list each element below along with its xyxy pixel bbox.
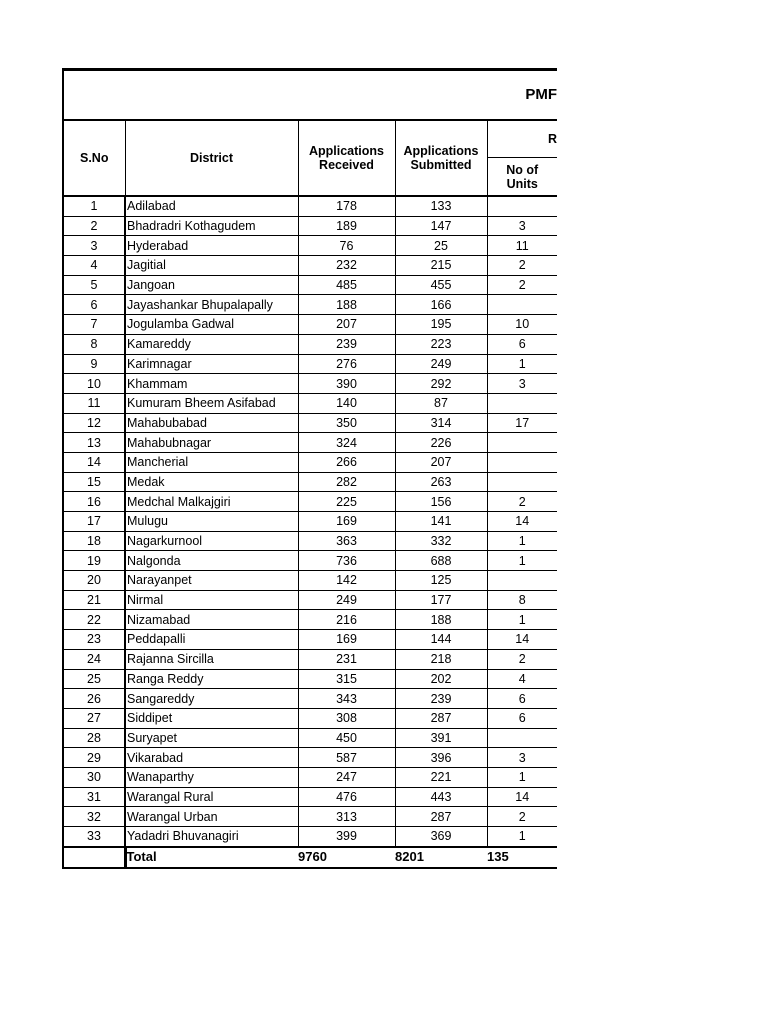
cell-district: Kumuram Bheem Asifabad [125,393,298,413]
table-row [63,236,557,256]
cell-sno: 1 [63,196,125,216]
cell-applications-submitted: 249 [395,354,487,374]
cell-applications-received: 189 [298,216,395,236]
cell-sno: 20 [63,571,125,591]
cell-sno: 5 [63,275,125,295]
cell-no-of-units: 6 [487,689,557,709]
table-row [63,610,557,630]
cell-no-of-units [487,433,557,453]
cell-no-of-units [487,295,557,315]
cell-no-of-units: 1 [487,354,557,374]
cell-applications-submitted: 188 [395,610,487,630]
cell-sno: 32 [63,807,125,827]
total-blank-cell [63,847,125,868]
table-row [63,571,557,591]
cell-no-of-units: 2 [487,256,557,276]
cell-district: Nalgonda [125,551,298,571]
cell-applications-submitted: 287 [395,807,487,827]
spreadsheet-table [62,68,556,869]
cell-sno: 3 [63,236,125,256]
header-sno: S.No [63,120,125,196]
cell-district: Adilabad [125,196,298,216]
cell-district: Mancherial [125,452,298,472]
header-district: District [125,120,298,196]
cell-applications-received: 308 [298,708,395,728]
header-row [63,120,557,158]
cell-applications-received: 169 [298,512,395,532]
header-applications-received: Applications Received [298,120,395,196]
total-row [63,847,557,868]
cell-applications-submitted: 207 [395,452,487,472]
title-row [63,70,557,121]
cell-no-of-units [487,452,557,472]
cell-no-of-units: 6 [487,708,557,728]
cell-no-of-units: 14 [487,512,557,532]
cell-sno: 16 [63,492,125,512]
cell-no-of-units: 2 [487,807,557,827]
cell-applications-submitted: 202 [395,669,487,689]
cell-district: Nagarkurnool [125,531,298,551]
cell-sno: 31 [63,787,125,807]
cell-district: Jogulamba Gadwal [125,315,298,335]
table-row [63,334,557,354]
cell-sno: 6 [63,295,125,315]
cell-applications-received: 350 [298,413,395,433]
cell-applications-submitted: 125 [395,571,487,591]
cell-applications-submitted: 25 [395,236,487,256]
cell-no-of-units: 1 [487,531,557,551]
cell-sno: 28 [63,728,125,748]
cell-applications-received: 232 [298,256,395,276]
table-body [63,196,557,847]
table-row [63,275,557,295]
cell-applications-received: 587 [298,748,395,768]
cell-applications-submitted: 226 [395,433,487,453]
cell-district: Warangal Rural [125,787,298,807]
cell-applications-received: 315 [298,669,395,689]
table-row [63,393,557,413]
cell-applications-submitted: 195 [395,315,487,335]
table-row [63,787,557,807]
cell-sno: 21 [63,590,125,610]
cell-no-of-units: 1 [487,827,557,847]
cell-no-of-units: 1 [487,610,557,630]
cell-applications-received: 76 [298,236,395,256]
cell-applications-submitted: 156 [395,492,487,512]
cell-applications-submitted: 87 [395,393,487,413]
cell-no-of-units: 3 [487,748,557,768]
table-row [63,649,557,669]
cell-district: Jangoan [125,275,298,295]
cell-sno: 10 [63,374,125,394]
total-label: Total [125,847,298,868]
cell-applications-received: 476 [298,787,395,807]
cell-applications-submitted: 396 [395,748,487,768]
cell-district: Medak [125,472,298,492]
cell-no-of-units: 14 [487,630,557,650]
cell-applications-received: 363 [298,531,395,551]
cell-sno: 17 [63,512,125,532]
cell-sno: 11 [63,393,125,413]
cell-applications-received: 239 [298,334,395,354]
table-row [63,452,557,472]
table-row [63,433,557,453]
cell-sno: 19 [63,551,125,571]
cell-applications-received: 142 [298,571,395,591]
table-row [63,708,557,728]
cell-no-of-units [487,728,557,748]
cell-applications-submitted: 239 [395,689,487,709]
cell-sno: 12 [63,413,125,433]
cell-applications-received: 169 [298,630,395,650]
cell-applications-submitted: 455 [395,275,487,295]
total-submitted: 8201 [395,847,487,868]
cell-applications-submitted: 218 [395,649,487,669]
cell-district: Narayanpet [125,571,298,591]
cell-applications-received: 282 [298,472,395,492]
cell-applications-received: 225 [298,492,395,512]
cell-sno: 9 [63,354,125,374]
cell-sno: 23 [63,630,125,650]
cell-no-of-units: 2 [487,275,557,295]
cell-applications-received: 188 [298,295,395,315]
cell-district: Rajanna Sircilla [125,649,298,669]
cell-applications-submitted: 215 [395,256,487,276]
cell-no-of-units: 1 [487,767,557,787]
cell-applications-received: 313 [298,807,395,827]
cell-applications-received: 399 [298,827,395,847]
table-row [63,669,557,689]
cell-district: Mahabubabad [125,413,298,433]
cell-applications-submitted: 443 [395,787,487,807]
cell-district: Suryapet [125,728,298,748]
cell-applications-submitted: 332 [395,531,487,551]
cell-applications-received: 450 [298,728,395,748]
cell-no-of-units: 4 [487,669,557,689]
table-row [63,492,557,512]
cell-no-of-units: 3 [487,216,557,236]
cell-no-of-units: 2 [487,649,557,669]
cell-district: Ranga Reddy [125,669,298,689]
table-row [63,472,557,492]
table-row [63,374,557,394]
cell-district: Siddipet [125,708,298,728]
cell-applications-received: 216 [298,610,395,630]
cell-applications-submitted: 263 [395,472,487,492]
cell-no-of-units: 14 [487,787,557,807]
cell-district: Jayashankar Bhupalapally [125,295,298,315]
header-applications-submitted: Applications Submitted [395,120,487,196]
table-row [63,295,557,315]
table-row [63,216,557,236]
cell-no-of-units [487,472,557,492]
cell-sno: 30 [63,767,125,787]
header-no-of-units: No of Units [487,158,557,197]
cell-sno: 24 [63,649,125,669]
cell-applications-submitted: 147 [395,216,487,236]
cell-no-of-units: 2 [487,492,557,512]
table-row [63,827,557,847]
cell-applications-received: 736 [298,551,395,571]
cell-applications-submitted: 223 [395,334,487,354]
cell-sno: 13 [63,433,125,453]
cell-applications-submitted: 166 [395,295,487,315]
cell-no-of-units: 6 [487,334,557,354]
cell-no-of-units: 10 [487,315,557,335]
cell-district: Warangal Urban [125,807,298,827]
cell-applications-submitted: 688 [395,551,487,571]
cell-sno: 25 [63,669,125,689]
table-row [63,315,557,335]
cell-applications-received: 266 [298,452,395,472]
cell-district: Mahabubnagar [125,433,298,453]
table-row [63,531,557,551]
cell-applications-received: 343 [298,689,395,709]
cell-applications-submitted: 221 [395,767,487,787]
cell-district: Kamareddy [125,334,298,354]
cell-sno: 15 [63,472,125,492]
table-row [63,551,557,571]
table-row [63,354,557,374]
cell-no-of-units: 17 [487,413,557,433]
cell-applications-submitted: 144 [395,630,487,650]
cell-no-of-units [487,393,557,413]
total-units: 135 [487,847,557,868]
cell-applications-submitted: 292 [395,374,487,394]
cell-sno: 33 [63,827,125,847]
cell-no-of-units: 1 [487,551,557,571]
table-row [63,807,557,827]
table-row [63,689,557,709]
cell-district: Wanaparthy [125,767,298,787]
cell-sno: 29 [63,748,125,768]
cell-no-of-units [487,571,557,591]
table-row [63,196,557,216]
cell-sno: 7 [63,315,125,335]
cell-sno: 8 [63,334,125,354]
cell-district: Nizamabad [125,610,298,630]
cell-district: Mulugu [125,512,298,532]
cell-district: Peddapalli [125,630,298,650]
cell-district: Jagitial [125,256,298,276]
cell-district: Khammam [125,374,298,394]
cell-applications-received: 231 [298,649,395,669]
cell-applications-submitted: 141 [395,512,487,532]
table-row [63,748,557,768]
cell-applications-submitted: 369 [395,827,487,847]
table-row [63,590,557,610]
cell-applications-submitted: 287 [395,708,487,728]
total-received: 9760 [298,847,395,868]
table-row [63,767,557,787]
cell-sno: 18 [63,531,125,551]
table-row [63,728,557,748]
cell-no-of-units: 11 [487,236,557,256]
cell-sno: 4 [63,256,125,276]
cell-sno: 2 [63,216,125,236]
cell-applications-submitted: 177 [395,590,487,610]
cell-district: Nirmal [125,590,298,610]
cell-applications-submitted: 133 [395,196,487,216]
cell-district: Hyderabad [125,236,298,256]
cell-applications-received: 178 [298,196,395,216]
cell-sno: 22 [63,610,125,630]
cell-sno: 14 [63,452,125,472]
cell-no-of-units: 8 [487,590,557,610]
cell-applications-submitted: 391 [395,728,487,748]
cell-applications-received: 207 [298,315,395,335]
table-row [63,413,557,433]
cell-sno: 27 [63,708,125,728]
cell-applications-received: 247 [298,767,395,787]
sheet-title: PMF [63,70,557,121]
cell-applications-received: 276 [298,354,395,374]
cell-applications-submitted: 314 [395,413,487,433]
table-row [63,630,557,650]
table-row [63,512,557,532]
cell-applications-received: 324 [298,433,395,453]
cell-district: Yadadri Bhuvanagiri [125,827,298,847]
cell-applications-received: 485 [298,275,395,295]
cell-applications-received: 249 [298,590,395,610]
header-group-partial: R [487,120,557,158]
cell-applications-received: 140 [298,393,395,413]
cell-no-of-units [487,196,557,216]
cell-applications-received: 390 [298,374,395,394]
cell-district: Bhadradri Kothagudem [125,216,298,236]
cell-no-of-units: 3 [487,374,557,394]
cell-district: Vikarabad [125,748,298,768]
cell-district: Karimnagar [125,354,298,374]
cell-district: Sangareddy [125,689,298,709]
cell-sno: 26 [63,689,125,709]
cell-district: Medchal Malkajgiri [125,492,298,512]
table-row [63,256,557,276]
